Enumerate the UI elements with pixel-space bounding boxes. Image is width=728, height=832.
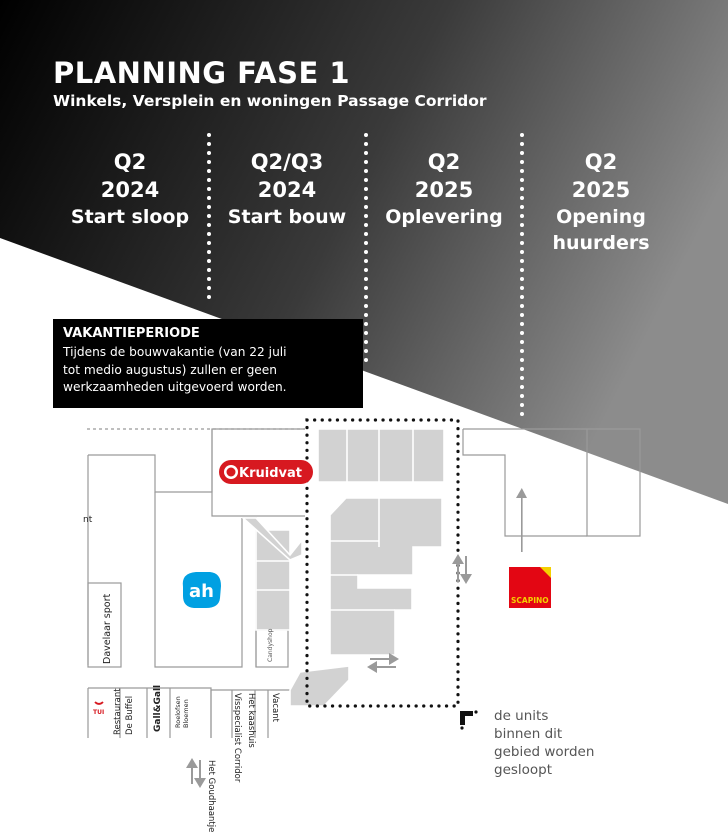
gall-label: Gall&Gall xyxy=(153,684,163,732)
divider-dot xyxy=(207,295,211,299)
divider-dot xyxy=(207,250,211,254)
divider-dot xyxy=(520,241,524,245)
vacation-notice-line1: Tijdens de bouwvakantie (van 22 juli xyxy=(63,345,287,359)
divider-dot xyxy=(520,250,524,254)
scapino-label: SCAPINO xyxy=(511,596,549,605)
candy-strip xyxy=(242,518,256,667)
divider-dot xyxy=(364,196,368,200)
divider-dot xyxy=(364,151,368,155)
divider-dot xyxy=(207,223,211,227)
divider-dot xyxy=(364,349,368,353)
divider-dot xyxy=(520,223,524,227)
divider-dot xyxy=(520,313,524,317)
divider-dot xyxy=(207,160,211,164)
phase-3-year: 2025 xyxy=(414,178,474,202)
divider-dot xyxy=(364,331,368,335)
divider-dot xyxy=(364,160,368,164)
kruidvat-logo xyxy=(219,460,313,484)
phase-2-quarter: Q2/Q3 xyxy=(250,150,324,174)
phase-3 xyxy=(369,148,519,230)
divider-dot xyxy=(207,205,211,209)
divider-dot xyxy=(364,295,368,299)
divider-dot xyxy=(364,142,368,146)
unit-corner xyxy=(290,666,349,706)
scapino-logo xyxy=(509,567,551,608)
phase-1-year: 2024 xyxy=(100,178,160,202)
divider-dot xyxy=(364,241,368,245)
ah-logo xyxy=(183,572,221,608)
divider-dot xyxy=(207,241,211,245)
divider-dot xyxy=(520,394,524,398)
divider-dot xyxy=(520,160,524,164)
vacation-notice-title: VAKANTIEPERIODE xyxy=(63,326,200,341)
phase-3-label: Oplevering xyxy=(385,206,503,228)
divider-dot xyxy=(364,358,368,362)
divider-dot xyxy=(207,169,211,173)
kruidvat-label: Kruidvat xyxy=(239,466,302,481)
candy-label: Candyshop xyxy=(267,628,274,662)
divider-dot xyxy=(520,232,524,236)
legend-line-1: de units xyxy=(494,708,549,724)
tui-label: TUI xyxy=(93,709,105,716)
divider-dot xyxy=(520,376,524,380)
divider-dot xyxy=(520,286,524,290)
divider-dot xyxy=(520,151,524,155)
divider-dot xyxy=(520,205,524,209)
divider-dot xyxy=(364,250,368,254)
divider-dot xyxy=(520,403,524,407)
phase-4-quarter: Q2 xyxy=(584,150,618,174)
vacant-label: Vacant xyxy=(270,693,280,722)
divider-dot xyxy=(364,232,368,236)
legend-icon xyxy=(460,710,478,729)
divider-dot xyxy=(207,268,211,272)
divider-dot xyxy=(520,304,524,308)
phase-1-label: Start sloop xyxy=(70,206,190,228)
legend-line-4: gesloopt xyxy=(494,762,553,778)
visspecialist-label: Visspecialist Corridor xyxy=(232,693,242,783)
unit-top-row xyxy=(318,429,444,482)
unit-middle-block xyxy=(330,498,442,655)
kaashuis-label: Het kaashuis xyxy=(246,693,256,748)
divider-dot xyxy=(207,133,211,137)
vacation-notice xyxy=(53,319,363,408)
divider-dot xyxy=(520,331,524,335)
divider-dot xyxy=(364,313,368,317)
legend-line-3: gebied worden xyxy=(494,744,595,760)
divider-dot xyxy=(364,304,368,308)
divider-dot xyxy=(207,187,211,191)
divider-dot xyxy=(520,196,524,200)
restaurant-label-line2: De Buffel xyxy=(125,695,135,735)
divider-dot xyxy=(520,367,524,371)
divider-dot xyxy=(520,169,524,173)
divider-dot xyxy=(520,358,524,362)
divider-dot xyxy=(520,214,524,218)
divider-dot xyxy=(364,178,368,182)
bottom-row-left xyxy=(88,688,211,738)
ah-label: ah xyxy=(189,581,214,602)
phase-1 xyxy=(55,148,205,230)
divider-dot xyxy=(520,259,524,263)
phase-4 xyxy=(526,148,676,256)
phase-4-year: 2025 xyxy=(571,178,631,202)
divider-dot xyxy=(364,268,368,272)
roelofsen-label-line2: Bloemen xyxy=(182,699,190,728)
divider-dot xyxy=(520,385,524,389)
roelofsen-label-line1: Roelofsen xyxy=(174,696,182,728)
divider-dot xyxy=(207,259,211,263)
divider-dot xyxy=(207,214,211,218)
divider-dot xyxy=(364,286,368,290)
divider-dot xyxy=(364,205,368,209)
divider-dot xyxy=(364,169,368,173)
divider-dot xyxy=(364,133,368,137)
divider-dot xyxy=(520,349,524,353)
arrow-up-scapino xyxy=(516,488,527,552)
divider-dot xyxy=(364,259,368,263)
divider-dot xyxy=(520,277,524,281)
divider-dot xyxy=(520,295,524,299)
partial-store-label: nt xyxy=(83,515,93,525)
phase-2-year: 2024 xyxy=(257,178,317,202)
divider-dot xyxy=(520,412,524,416)
tui-logo xyxy=(93,702,104,716)
phase-1-quarter: Q2 xyxy=(113,150,147,174)
vacation-notice-line3: werkzaamheden uitgevoerd worden. xyxy=(63,380,287,394)
divider-dot xyxy=(364,340,368,344)
divider-dot xyxy=(520,178,524,182)
divider-dot xyxy=(207,196,211,200)
arrow-vertical-bottom xyxy=(186,758,206,788)
divider-dot xyxy=(520,322,524,326)
divider-dot xyxy=(520,340,524,344)
demolition-legend xyxy=(494,707,624,779)
divider-dot xyxy=(520,133,524,137)
arrow-horizontal-center xyxy=(367,653,399,673)
page-subtitle: Winkels, Versplein en woningen Passage Corridor xyxy=(53,92,487,110)
divider-dot xyxy=(364,187,368,191)
divider-dot xyxy=(364,277,368,281)
vacation-notice-line2: tot medio augustus) zullen er geen xyxy=(63,362,278,377)
phase-2-label: Start bouw xyxy=(227,206,347,228)
divider-dot xyxy=(207,232,211,236)
arrow-vertical-right xyxy=(452,554,472,584)
divider-dot xyxy=(364,223,368,227)
restaurant-label-line1: Restaurant xyxy=(113,688,123,735)
phase-4-label-line2: huurders xyxy=(552,232,650,254)
phase-2 xyxy=(212,148,362,230)
divider-dot xyxy=(520,142,524,146)
divider-dot xyxy=(207,277,211,281)
divider-dot xyxy=(207,178,211,182)
divider-dot xyxy=(207,142,211,146)
goudhaantje-label: Het Goudhaantje xyxy=(206,760,216,832)
divider-dot xyxy=(207,151,211,155)
davelaar-label: Davelaar sport xyxy=(102,593,113,664)
page-title: PLANNING FASE 1 xyxy=(53,56,351,90)
divider-dot xyxy=(520,268,524,272)
divider-dot xyxy=(207,286,211,290)
phase-3-quarter: Q2 xyxy=(427,150,461,174)
divider-dot xyxy=(364,322,368,326)
legend-line-2: binnen dit xyxy=(494,726,563,742)
phase-4-label-line1: Opening xyxy=(556,206,646,228)
divider-dot xyxy=(364,214,368,218)
divider-dot xyxy=(520,187,524,191)
